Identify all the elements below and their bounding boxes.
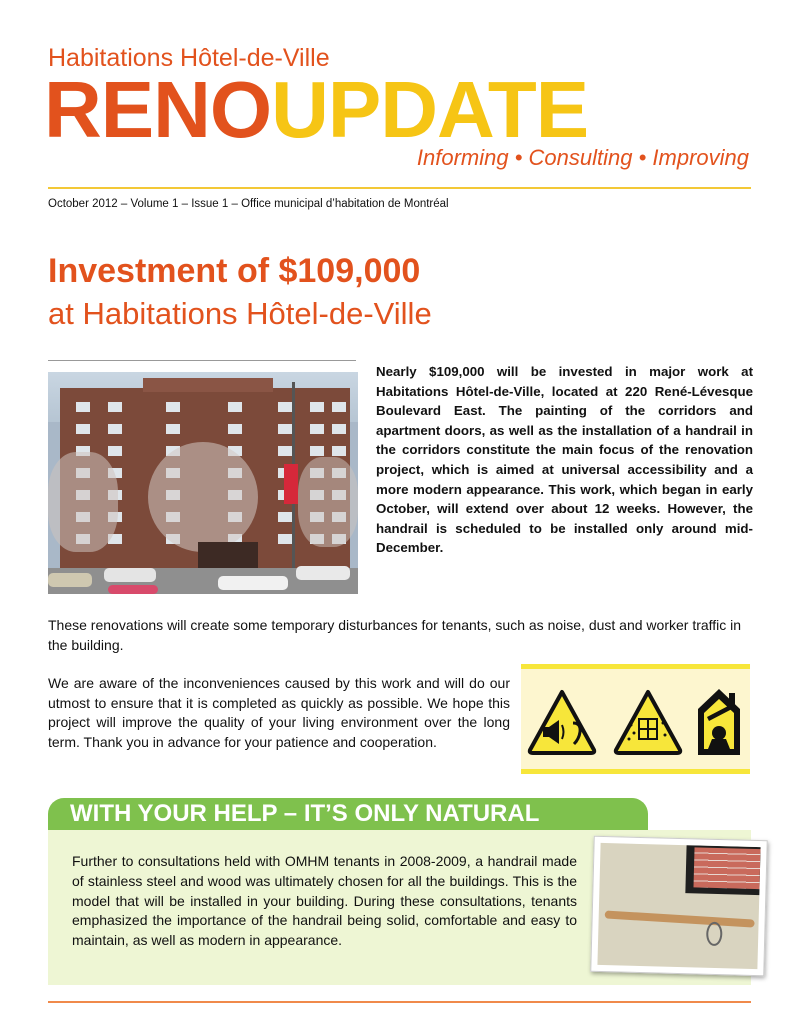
dust-warning-icon [613, 689, 683, 755]
building-window [310, 424, 324, 434]
title-update: UPDATE [271, 65, 589, 154]
building-window [278, 534, 292, 544]
headline-primary: Investment of $109,000 [48, 252, 421, 290]
building-window [332, 424, 346, 434]
issue-line: October 2012 – Volume 1 – Issue 1 – Office municipal d’habitation de Montréal [48, 198, 449, 210]
title-reno: RENO [44, 65, 272, 154]
building-window [76, 402, 90, 412]
masthead-divider [48, 187, 751, 189]
building-window [228, 424, 242, 434]
building-window [108, 402, 122, 412]
building-window [278, 402, 292, 412]
article-paragraph: We are aware of the inconveniences caused by this work and will do our utmost to ensure that it is completed as quickly as possible. We hope this project will improve the quality of your living environment over the long term. Thank you in advance for your patience and cooperation. [48, 675, 510, 751]
building-window [76, 424, 90, 434]
headline-secondary: at Habitations Hôtel-de-Ville [48, 296, 432, 331]
newsletter-title [44, 65, 589, 154]
building-window [310, 446, 324, 456]
building-window [108, 424, 122, 434]
building-window [332, 402, 346, 412]
building-window [166, 424, 180, 434]
building-window [332, 446, 346, 456]
building-window [278, 424, 292, 434]
building-window [108, 446, 122, 456]
building-window [228, 402, 242, 412]
photo-divider [48, 360, 356, 361]
article-intro: Nearly $109,000 will be invested in major work at Habitations Hôtel-de-Ville, located at 220 René-Lévesque Boulevard East. The painting of the corridors and apartment doors, as well as the installation of a handrail in the corridors constitute the main focus of the renovation project, which is aimed at universal accessibility and a more modern appearance. This work, which began in early October, will extend over about 12 weeks. However, the handrail is scheduled to be installed only around mid-December. [376, 364, 753, 556]
building-window [310, 402, 324, 412]
building-photo [48, 372, 358, 594]
building-window [278, 446, 292, 456]
building-window [278, 512, 292, 522]
section-title: WITH YOUR HELP – IT’S ONLY NATURAL [70, 800, 540, 827]
disturbance-icons-panel [521, 664, 750, 774]
footer-divider [48, 1001, 751, 1003]
worker-house-icon [696, 687, 742, 757]
building-window [166, 402, 180, 412]
publication-name: Habitations Hôtel-de-Ville [48, 44, 330, 72]
noise-warning-icon [527, 689, 597, 755]
section-paragraph: Further to consultations held with OMHM tenants in 2008-2009, a handrail made of stainless steel and wood was ultimately chosen for all the buildings. This is the model that will be installed in your building. During these consultations, tenants emphasized the importance of the handrail being solid, comfortable and easy to maintain, as well as modern in appearance. [72, 853, 577, 949]
article-paragraph: These renovations will create some temporary disturbances for tenants, such as noise, dust and worker traffic in the building. [48, 617, 742, 653]
tagline: Informing • Consulting • Improving [416, 145, 749, 170]
handrail-photo [590, 836, 768, 977]
